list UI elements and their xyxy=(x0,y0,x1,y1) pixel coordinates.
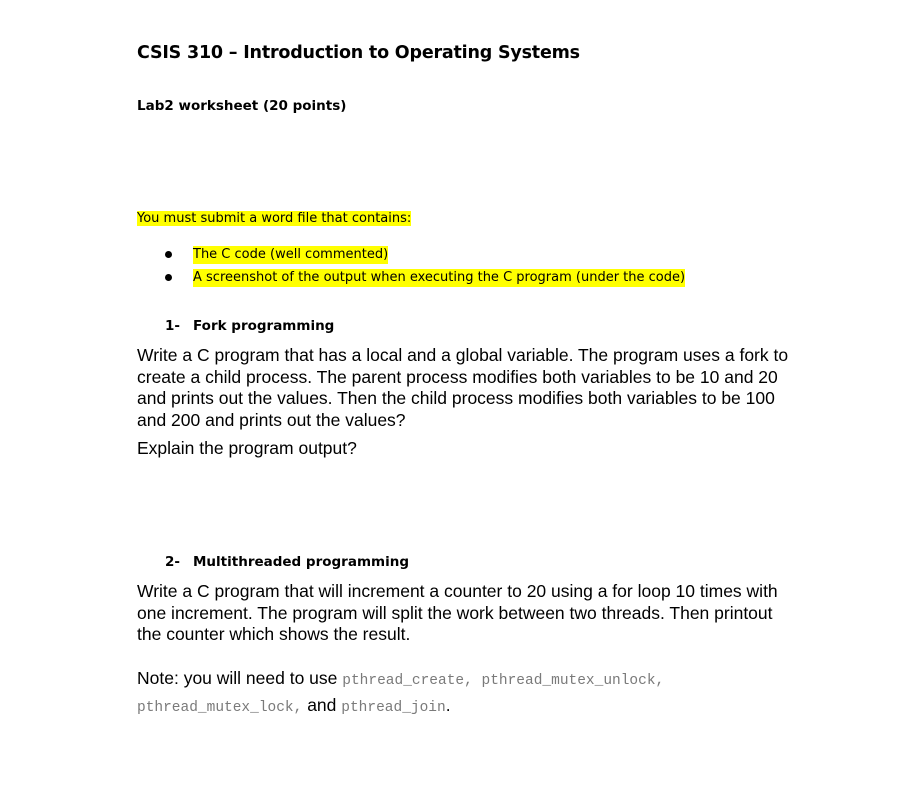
section-number: 2- xyxy=(165,554,180,570)
note-prefix: Note: you will need to use xyxy=(137,668,338,688)
note-and: and xyxy=(307,695,337,715)
section-heading-fork xyxy=(165,318,334,334)
section-heading-text: Multithreaded programming xyxy=(193,554,409,570)
document-subtitle: Lab2 worksheet (20 points) xyxy=(137,98,347,114)
section-heading-text: Fork programming xyxy=(193,318,335,334)
list-item-text: The C code (well commented) xyxy=(193,247,389,262)
bullet-icon xyxy=(165,251,172,258)
section-body-multithreaded: Write a C program that will increment a counter to 20 using a for loop 10 times with one increment. The program will split the work between two threads. Then printout the counter which shows the result. xyxy=(137,581,778,644)
note-code-join: pthread_join xyxy=(341,700,446,716)
list-item-text: A screenshot of the output when executing the C program (under the code) xyxy=(193,270,686,285)
note-code-create-unlock: pthread_create, pthread_mutex_unlock, xyxy=(342,673,665,689)
note-end: . xyxy=(445,695,451,715)
note-code-lock: pthread_mutex_lock, xyxy=(137,700,303,716)
section-body-fork: Write a C program that has a local and a global variable. The program uses a fork to create a child process. The parent process modifies both variables to be 10 and 20 and prints out the values. Then the child process modifies both variables to be 100 and 200 and prints out the values? xyxy=(137,345,789,430)
section-number: 1- xyxy=(165,318,180,334)
document-title: CSIS 310 – Introduction to Operating Systems xyxy=(137,43,580,63)
section-question-fork: Explain the program output? xyxy=(137,438,357,458)
bullet-icon xyxy=(165,274,172,281)
section-heading-multithreaded xyxy=(165,554,409,570)
submission-instructions xyxy=(137,210,411,228)
section-note-multithreaded xyxy=(137,666,797,720)
submission-intro-text: You must submit a word file that contains: xyxy=(137,211,412,226)
